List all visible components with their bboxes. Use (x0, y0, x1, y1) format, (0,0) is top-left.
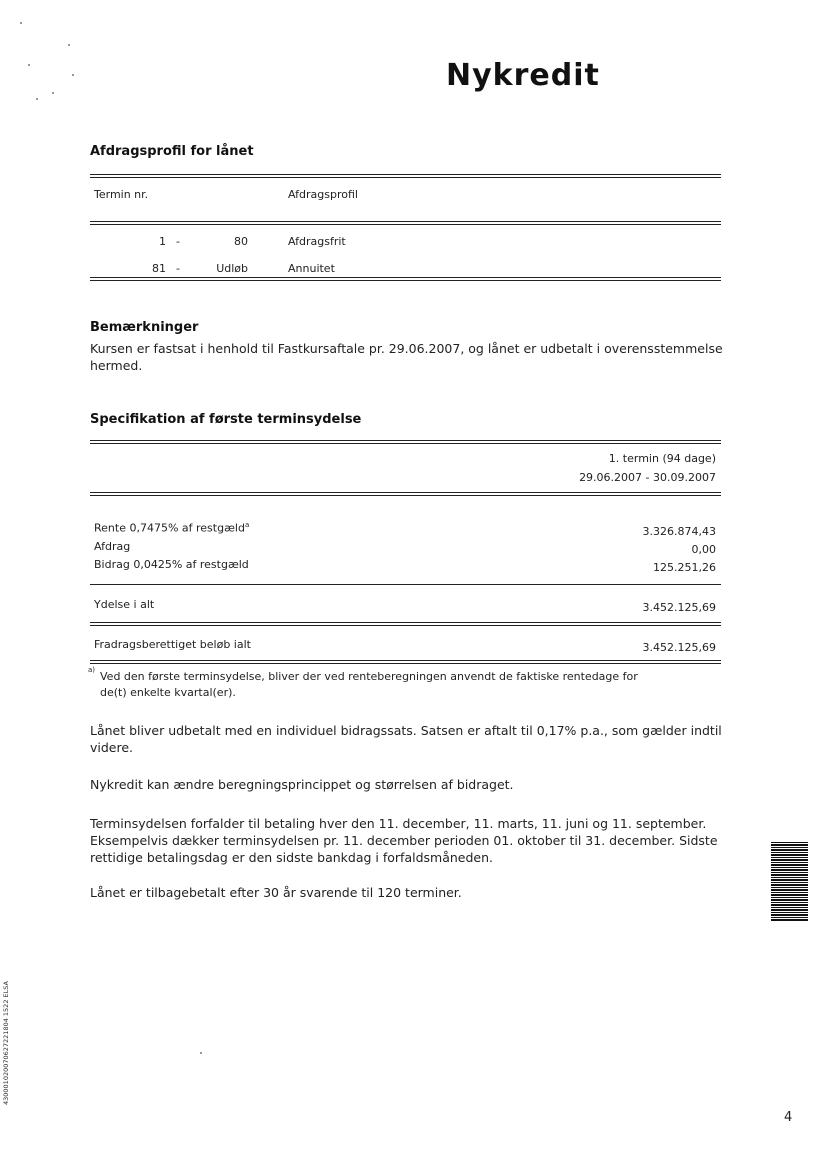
total-value: 3.452.125,69 (642, 601, 716, 614)
spec-value: 3.326.874,43 (642, 525, 716, 538)
footnote-mark: a) (88, 666, 96, 674)
footnote-sup: a (244, 521, 250, 529)
divider (90, 440, 721, 444)
divider (90, 660, 721, 664)
paragraph-1-line-2: videre. (90, 740, 134, 755)
divider (90, 584, 721, 585)
paragraph-2: Nykredit kan ændre beregningsprincippet og størrelsen af bidraget. (90, 777, 514, 792)
scan-speck (28, 64, 30, 66)
term-from: 1 (159, 235, 166, 248)
spec-label: Afdrag (94, 540, 131, 553)
first-payment-title: Specifikation af første terminsydelse (90, 412, 362, 427)
remarks-title: Bemærkninger (90, 320, 199, 335)
spec-label: Bidrag 0,0425% af restgæld (94, 558, 249, 571)
barcode (771, 842, 808, 922)
repayment-profile-title: Afdragsprofil for lånet (90, 144, 254, 159)
remarks-line-1: Kursen er fastsat i henhold til Fastkursaftale pr. 29.06.2007, og lånet er udbetalt i overensstemmelse (90, 341, 723, 356)
deductible-label: Fradragsberettiget beløb ialt (94, 638, 251, 651)
spec-value: 125.251,26 (653, 561, 716, 574)
header-profile: Afdragsprofil (288, 188, 358, 201)
page-number: 4 (784, 1110, 793, 1125)
paragraph-1-line-1: Lånet bliver udbetalt med en individuel bidragssats. Satsen er aftalt til 0,17% p.a., som gælder indtil (90, 723, 722, 738)
paragraph-3-line-1: Terminsydelsen forfalder til betaling hver den 11. december, 11. marts, 11. juni og 11. september. (90, 816, 707, 831)
scan-speck (36, 98, 38, 100)
spec-value: 0,00 (691, 543, 716, 556)
total-label: Ydelse i alt (94, 598, 155, 611)
term-to: 80 (234, 235, 248, 248)
spec-label: Rente 0,7475% af restgæld$^a$ (94, 521, 250, 535)
term-profile: Annuitet (288, 262, 335, 275)
paragraph-3-line-3: rettidige betalingsdag er den sidste bankdag i forfaldsmåneden. (90, 850, 494, 865)
scan-speck (68, 44, 70, 46)
divider (90, 221, 721, 225)
scan-speck (20, 22, 22, 24)
paragraph-3-line-2: Eksempelvis dækker terminsydelsen pr. 11. december perioden 01. oktober til 31. december. Sidste (90, 833, 718, 848)
divider (90, 622, 721, 626)
period-dates: 29.06.2007 - 30.09.2007 (579, 471, 716, 484)
period-label: 1. termin (94 dage) (608, 452, 716, 465)
nykredit-logo: Nykredit (446, 58, 600, 93)
deductible-value: 3.452.125,69 (642, 641, 716, 654)
footnote-line-1: Ved den første terminsydelse, bliver der ved renteberegningen anvendt de faktiske rentedage for (100, 670, 638, 683)
term-sep: - (176, 262, 180, 275)
divider (90, 277, 721, 281)
side-code: 43000102007062722180​4 1522 ELSA (2, 981, 10, 1105)
header-term-no: Termin nr. (94, 188, 149, 201)
divider (90, 174, 721, 178)
divider (90, 492, 721, 496)
scan-speck (200, 1052, 202, 1054)
term-from: 81 (152, 262, 166, 275)
scan-speck (52, 92, 54, 94)
scan-speck (72, 74, 74, 76)
term-sep: - (176, 235, 180, 248)
paragraph-4: Lånet er tilbagebetalt efter 30 år svarende til 120 terminer. (90, 885, 462, 900)
term-profile: Afdragsfrit (288, 235, 346, 248)
footnote-line-2: de(t) enkelte kvartal(er). (100, 686, 236, 699)
remarks-line-2: hermed. (90, 358, 143, 373)
term-to: Udløb (216, 262, 248, 275)
